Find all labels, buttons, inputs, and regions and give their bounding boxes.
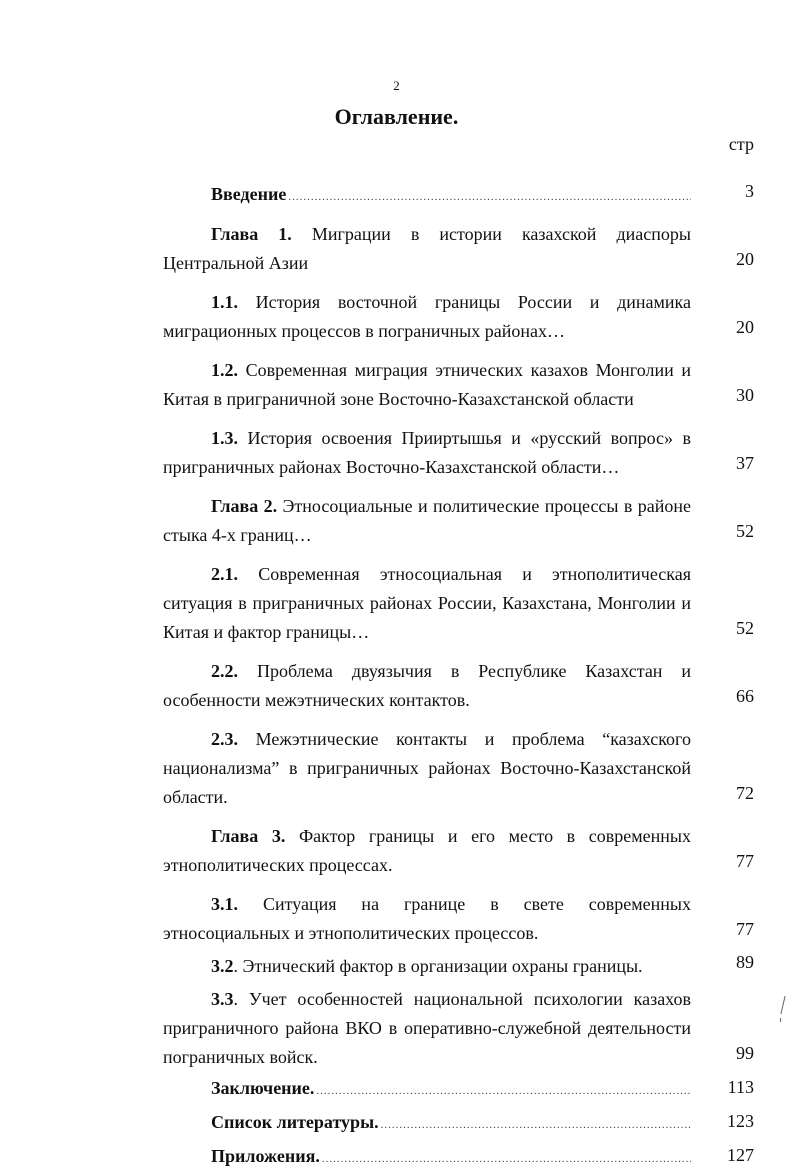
toc-entry-number: Глава 1. [211, 224, 292, 244]
toc-entry-text: История освоения Прииртышья и «русский вопрос» в приграничных районах Восточно-Казахстанской области… [163, 428, 692, 477]
toc-entry-appendices [163, 1142, 754, 1174]
toc-page-ref: 77 [736, 919, 754, 939]
toc-entry-1-2 [163, 356, 754, 414]
toc-entry-introduction [163, 180, 754, 210]
toc-entry-number: 1.3. [211, 428, 238, 448]
toc-entry-3-1 [163, 890, 754, 948]
toc-entry-number: 3.1. [211, 894, 238, 914]
toc-entry-3-2 [163, 952, 754, 981]
dot-leader [381, 1111, 691, 1140]
dot-leader [316, 1077, 691, 1106]
toc-entry-text: Межэтнические контакты и проблема “казахского национализма” в приграничных районах Восточно-Казахстанской области. [163, 729, 691, 807]
toc-entry-chapter-3 [163, 822, 754, 880]
toc-entry-chapter-2 [163, 492, 754, 550]
toc-page-ref: 89 [736, 952, 754, 972]
toc-entry-text: Современная миграция этнических казахов Монголии и Китая в приграничной зоне Восточно-Казахстанской области [163, 360, 691, 409]
toc-entry-number: Глава 3. [211, 826, 286, 846]
toc-entry-number: Глава 2. [211, 496, 278, 516]
page-title: Оглавление. [334, 104, 459, 129]
toc-entry-text: Ситуация на границе в свете современных этносоциальных и этнополитических процессов. [163, 894, 692, 943]
toc-page-ref: 113 [727, 1077, 754, 1097]
toc-entry-1-3 [163, 424, 754, 482]
toc-entry-text: Фактор границы и его место в современных этнополитических процессах. [163, 826, 691, 875]
toc-entry-conclusion [163, 1074, 754, 1106]
toc-page-ref: 52 [736, 618, 754, 638]
toc-entry-number: 1.2. [211, 360, 238, 380]
toc-entry-text: Современная этносоциальная и этнополитическая ситуация в приграничных районах России, Казахстана, Монголии и Китая и фактор границы… [163, 564, 692, 642]
dot-leader [322, 1145, 691, 1174]
toc-page-ref: 72 [736, 783, 754, 803]
toc-entry-label: Приложения. [211, 1146, 320, 1166]
toc-entry-label: Заключение. [211, 1078, 315, 1098]
page-number: 2 [393, 78, 400, 93]
toc-page-ref: 99 [736, 1043, 754, 1063]
toc-entry-number: 2.1. [211, 564, 238, 584]
table-of-contents [163, 180, 754, 1174]
toc-page-ref: 77 [736, 851, 754, 871]
toc-entry-text: Проблема двуязычия в Республике Казахстан и особенности межэтнических контактов. [163, 661, 692, 710]
toc-entry-number: 3.2 [211, 956, 234, 976]
toc-page-ref: 52 [736, 521, 754, 541]
toc-entry-number: 1.1. [211, 292, 238, 312]
toc-page-ref: 66 [736, 686, 754, 706]
toc-entry-2-2 [163, 657, 754, 715]
toc-page-ref: 37 [736, 453, 754, 473]
toc-page-ref: 127 [727, 1145, 754, 1165]
page-column-header: стр [728, 134, 754, 154]
toc-page-ref: 3 [745, 181, 754, 201]
toc-entry-number: 3.3 [211, 989, 234, 1009]
dot-leader [288, 183, 691, 212]
toc-entry-2-3 [163, 725, 754, 812]
scan-mark-icon [778, 994, 788, 1024]
toc-page-ref: 30 [736, 385, 754, 405]
toc-page-ref: 20 [736, 249, 754, 269]
toc-entry-text: . Учет особенностей национальной психологии казахов приграничного района ВКО в оперативно-служебной деятельности пограничных войск. [163, 989, 691, 1067]
toc-entry-label: Введение [211, 184, 287, 204]
toc-entry-text: . Этнический фактор в организации охраны границы. [233, 956, 643, 976]
toc-entry-1-1 [163, 288, 754, 346]
toc-entry-text: Миграции в истории казахской диаспоры Центральной Азии [163, 224, 691, 273]
toc-entry-number: 2.2. [211, 661, 238, 681]
toc-entry-label: Список литературы. [211, 1112, 379, 1132]
toc-entry-number: 2.3. [211, 729, 238, 749]
toc-entry-3-3 [163, 985, 754, 1072]
toc-page-ref: 123 [727, 1111, 754, 1131]
toc-entry-text: История восточной границы России и динамика миграционных процессов в пограничных районах… [163, 292, 691, 341]
toc-entry-text: Этносоциальные и политические процессы в районе стыка 4-х границ… [163, 496, 692, 545]
toc-entry-2-1 [163, 560, 754, 647]
toc-page-ref: 20 [736, 317, 754, 337]
toc-entry-bibliography [163, 1108, 754, 1140]
toc-entry-chapter-1 [163, 220, 754, 278]
